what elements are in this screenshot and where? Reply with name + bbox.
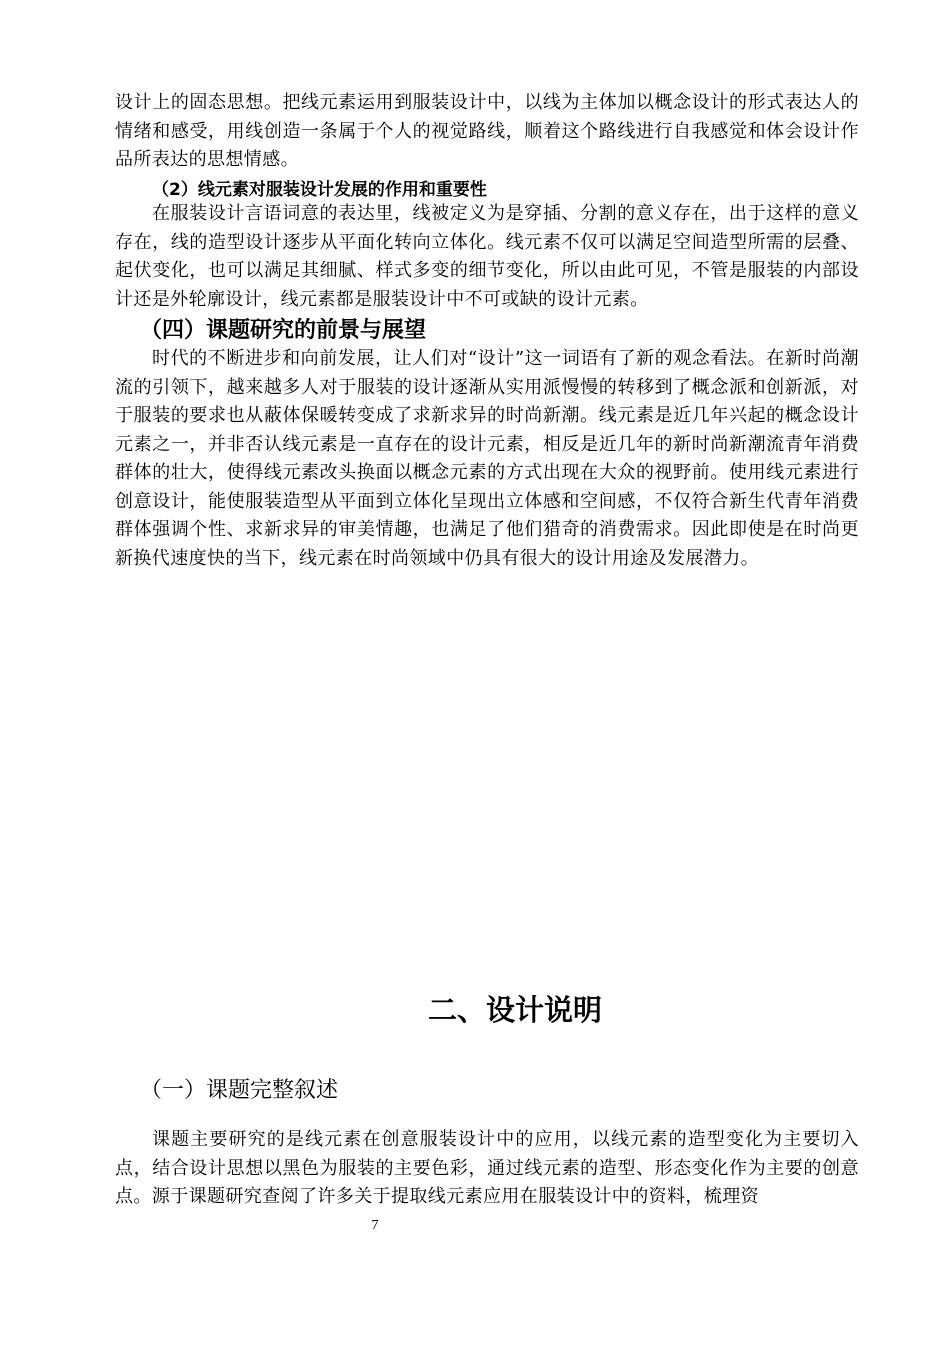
section-heading-prospects: （四）课题研究的前景与展望 [140, 318, 427, 343]
paragraph-intro-continued: 设计上的固态思想。把线元素运用到服装设计中，以线为主体加以概念设计的形式表达人的情绪和感受，用线创造一条属于个人的视觉路线，顺着这个路线进行自我感觉和体会设计作品所表达的思想情感。 [115, 92, 859, 170]
paragraph-prospects: 时代的不断进步和向前发展，让人们对“设计”这一词语有了新的观念看法。在新时尚潮流的引领下，越来越多人对于服装的设计逐渐从实用派慢慢的转移到了概念派和创新派，对于服装的要求也从蔽体保暖转变成了求新求异的时尚新潮。线元素是近几年兴起的概念设计元素之一，并非否认线元素是一直存在的设计元素，相反是近几年的新时尚新潮流青年消费群体的壮大，使得线元素改头换面以概念元素的方式出现在大众的视野前。使用线元素进行创意设计，能使服装造型从平面到立体化呈现出立体感和空间感，不仅符合新生代青年消费群体强调个性、求新求异的审美情趣，也满足了他们猎奇的消费需求。因此即使是在时尚更新换代速度快的当下，线元素在时尚领域中仍具有很大的设计用途及发展潜力。 [115, 348, 859, 569]
subheading-line-element-importance: （2）线元素对服装设计发展的作用和重要性 [152, 180, 487, 200]
paragraph-line-element-role: 在服装设计言语词意的表达里，线被定义为是穿插、分割的意义存在，出于这样的意义存在，线的造型设计逐步从平面化转向立体化。线元素不仅可以满足空间造型所需的层叠、起伏变化，也可以满足其细腻、样式多变的细节变化，所以由此可见，不管是服装的内部设计还是外轮廓设计，线元素都是服装设计中不可或缺的设计元素。 [115, 203, 859, 310]
page-number: 7 [371, 1218, 379, 1233]
paragraph-topic-summary: 课题主要研究的是线元素在创意服装设计中的应用，以线元素的造型变化为主要切入点，结合设计思想以黑色为服装的主要色彩，通过线元素的造型、形态变化作为主要的创意点。源于课题研究查阅了许多关于提取线元素应用在服装设计中的资料，梳理资 [115, 1129, 859, 1207]
section-heading-full-narrative: （一）课题完整叙述 [140, 1078, 339, 1103]
chapter-heading-design-description: 二、设计说明 [427, 993, 602, 1027]
